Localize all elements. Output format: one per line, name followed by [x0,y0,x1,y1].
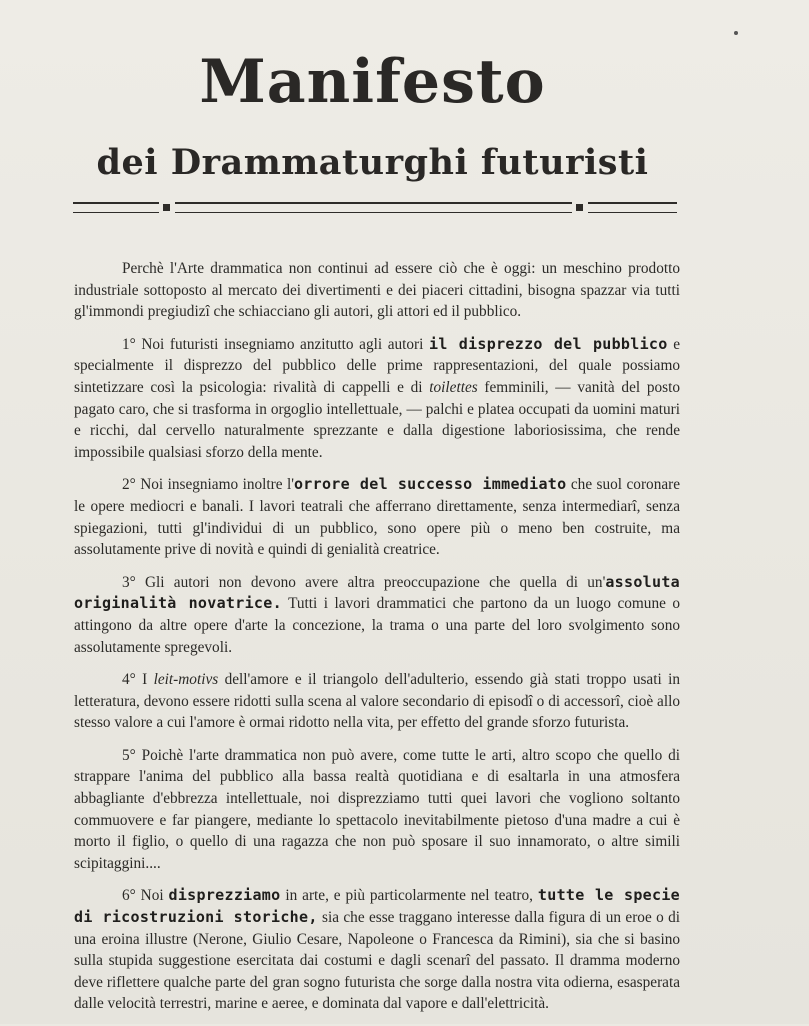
title-divider-left [73,202,159,213]
point-2-emphasis: orrore del successo immediato [293,475,567,494]
title-divider-center [175,202,572,213]
point-3-text-end: Tutti i lavori drammatici che partono da un luogo comune o attingono da altre opere d'arte la concezione, la trama o una parte del loro svolgimento sono assolutamente spregevoli. [74,595,680,656]
point-4-italic-term: leit-motivs [153,671,219,689]
point-6-emphasis: disprezziamo [168,886,281,905]
intro-text: Perchè l'Arte drammatica non continui ad essere ciò che è oggi: un meschino prodotto industriale sottoposto al mercato dei divertimenti e dei piaceri cittadini, bisogna spazzar via tutti gl'immondi pregiudizî che schiacciano gli autori, gli attori ed il pubblico. [74,260,680,321]
point-1-paragraph [74,334,680,464]
page-subtitle: dei Drammaturghi futuristi [96,142,649,183]
divider-ornament-right [576,204,583,211]
point-1-emphasis: il disprezzo del pubblico [429,334,668,353]
point-2-text: 2° Noi insegniamo inoltre l' [122,476,294,494]
point-1-text-end: femminili, — vanità del posto pagato caro, che si trasforma in orgoglio intellettuale, — palchi e platea occupati da uomini maturi e ricchi, dal cervello naturalmente sprezzante e dalla digestione laboriosissima, che rende impossibile qualsiasi sforzo della mente. [74,378,680,461]
point-6-text: 6° Noi [122,887,169,905]
point-6-text-end: sia che esse traggano interesse dalla figura di un eroe o di una eroina illustre (Nerone, Giulio Cesare, Napoleone o Francesca da Rimini), sia che si basino sulla stupida suggestione esercitata dai costumi e dagli scenarî del passato. Il dramma moderno deve riflettere qualche parte del gran sogno futurista che sorge dalla nostra vita odierna, esasperata dalle velocità terrestri, marine e aeree, e dominata dal vapore e dall'elettricità. [74,909,680,1013]
point-1-text-continued: e specialmente il disprezzo del pubblico delle prime rappresentazioni, del quale possiamo sintetizzare così la psicologia: rivalità di cappelli e di [74,335,680,396]
point-6-emphasis-2: tutte le specie di ricostruzioni storiche, [74,886,680,927]
point-2-paragraph [74,474,680,560]
point-3-emphasis: assoluta originalità novatrice. [74,572,680,613]
ink-speck [734,31,738,35]
point-2-text-end: che suol coronare le opere mediocri e banali. I lavori teatrali che afferrano direttamente, senza intermediarî, senza spiegazioni, tutti gl'individui di un pubblico, sono opere più o meno ben costruite, ma assolutamente prive di novità e quindi di genialità creatrice. [74,476,681,559]
point-5-text: 5° Poichè l'arte drammatica non può avere, come tutte le arti, altro scopo che quello di strappare l'anima del pubblico alla bassa realtà quotidiana e di esaltarla in una atmosfera abbagliante d'ebbrezza intellettuale, noi disprezziamo tutti quei lavori che vogliono soltanto commuovere e far piangere, mediante lo spettacolo inevitabilmente pietoso d'una madre a cui è morto il figlio, o quello di una ragazza che non può sposare il suo innamorato, o altre simili scipitaggini.... [74,746,680,872]
intro-paragraph [74,258,680,323]
point-4-text: 4° I [122,671,154,689]
point-1-text: 1° Noi futuristi insegniamo anzitutto agli autori [122,335,429,353]
point-1-italic-term: toilettes [429,378,478,396]
manifesto-body [74,258,680,1026]
point-6-text-continued: in arte, e più particolarmente nel teatro, [280,887,538,905]
divider-ornament-left [163,204,170,211]
point-4-text-end: dell'amore e il triangolo dell'adulterio, essendo già stati troppo usati in letteratura, devono essere ridotti sulla scena al valore secondario di episodî o di accessorî, cioè allo stesso valore a cui l'amore è ormai ridotto nella vita, per effetto del grande sforzo futurista. [74,671,680,732]
page-title: Manifesto [199,47,546,117]
point-6-paragraph [74,885,680,1015]
title-divider-right [588,202,677,213]
point-3-text: 3° Gli autori non devono avere altra preoccupazione che quella di un' [122,573,606,591]
point-5-paragraph [74,745,680,875]
point-4-paragraph [74,669,680,734]
point-3-paragraph [74,572,680,658]
